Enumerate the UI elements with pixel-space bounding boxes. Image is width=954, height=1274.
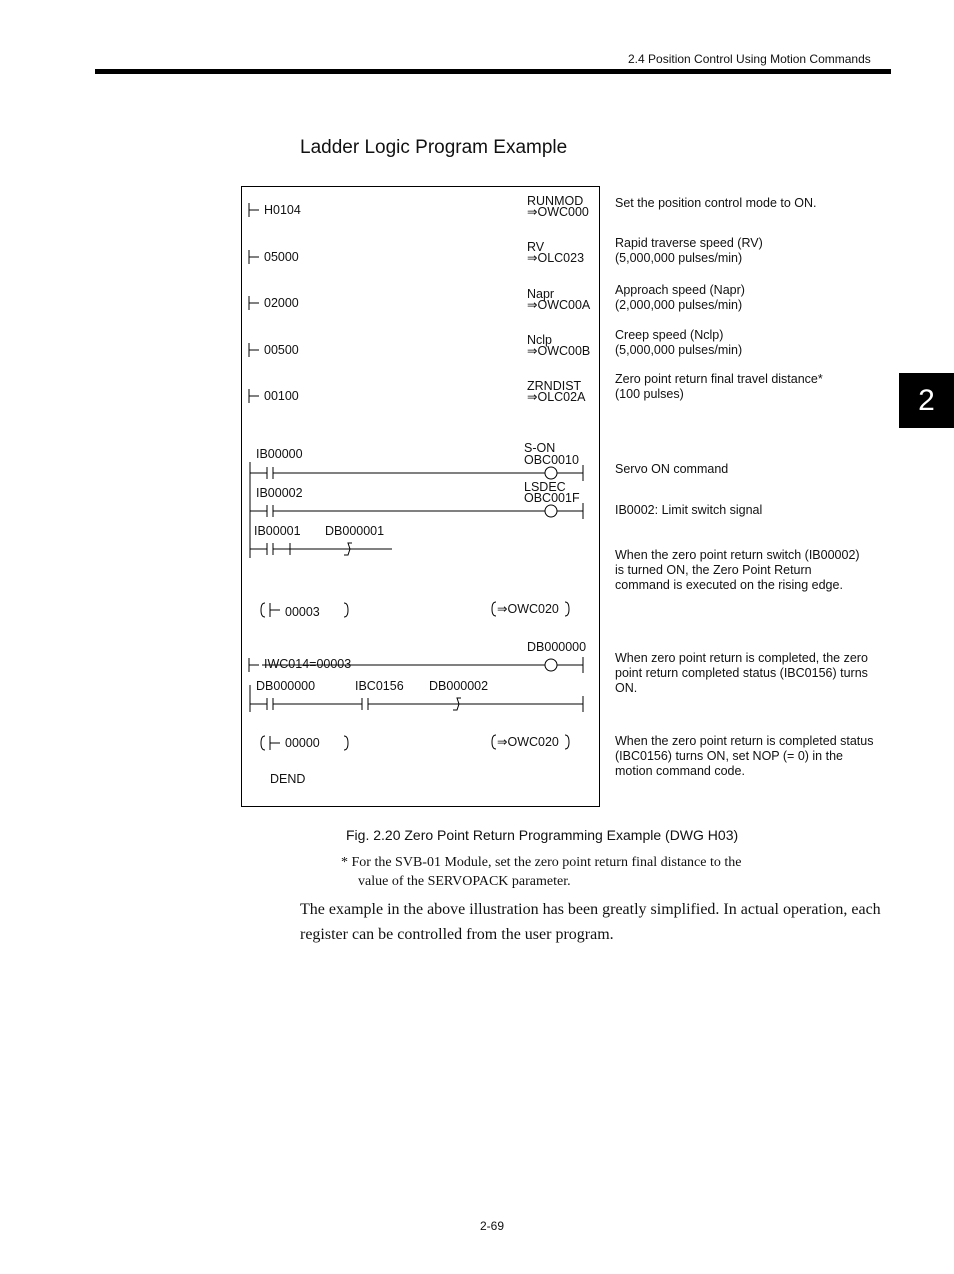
coil-reg-obc0010: OBC0010: [524, 453, 579, 467]
contact-ibc0156: IBC0156: [355, 679, 404, 693]
page-number: 2-69: [480, 1219, 505, 1233]
desc-rising-edge: When the zero point return switch (IB00002) is turned ON, the Zero Point Return command is executed on the rising edge.: [615, 548, 860, 592]
desc-set-nop: When the zero point return is completed status (IBC0156) turns ON, set NOP (= 0) in the motion command code.: [615, 734, 874, 778]
dest-reg-nclp: ⇒OWC00B: [527, 344, 591, 358]
store-value-00003: 00003: [285, 605, 320, 619]
contact-db000000: DB000000: [256, 679, 316, 693]
store-dest-owc020-b: ⇒OWC020: [497, 735, 559, 749]
end-instruction: DEND: [270, 772, 306, 786]
figure-caption: Fig. 2.20 Zero Point Return Programming Example (DWG H03): [346, 827, 739, 843]
store-value-rv: 05000: [264, 250, 299, 264]
dest-name-zrndist: ZRNDIST: [527, 379, 582, 393]
dest-reg-runmod: ⇒OWC000: [527, 205, 589, 219]
contact-ib00000: IB00000: [256, 447, 303, 461]
dest-name-nclp: Nclp: [527, 333, 553, 347]
coil-name-s-on: S-ON: [524, 441, 556, 455]
coil-db000000: DB000000: [527, 640, 587, 654]
body-paragraph: The example in the above illustration has been greatly simplified. In actual operation, each register can be controlled from the user program.: [300, 901, 881, 943]
store-value-runmod: H0104: [264, 203, 301, 217]
desc-zero-return-complete: When zero point return is completed, the zero point return completed status (IBC0156) turns ON.: [615, 651, 868, 695]
desc-rv: Rapid traverse speed (RV) (5,000,000 pulses/min): [615, 236, 763, 265]
dest-name-rv: RV: [527, 240, 545, 254]
page-title: Ladder Logic Program Example: [300, 137, 568, 158]
desc-runmod: Set the position control mode to ON.: [615, 196, 817, 210]
store-dest-owc020-a: ⇒OWC020: [497, 602, 559, 616]
dest-name-runmod: RUNMOD: [527, 194, 584, 208]
store-value-zrndist: 00100: [264, 389, 299, 403]
desc-limit-switch: IB0002: Limit switch signal: [615, 503, 763, 517]
dest-reg-rv: ⇒OLC023: [527, 251, 585, 265]
contact-ib00002: IB00002: [256, 486, 303, 500]
coil-name-lsdec: LSDEC: [524, 480, 566, 494]
footnote: * For the SVB-01 Module, set the zero point return final distance to the value of the SERVOPACK parameter.: [341, 855, 742, 889]
coil-reg-obc001f: OBC001F: [524, 491, 580, 505]
dest-reg-napr: ⇒OWC00A: [527, 298, 591, 312]
store-value-napr: 02000: [264, 296, 299, 310]
contact-ib00001: IB00001: [254, 524, 301, 538]
store-value-nclp: 00500: [264, 343, 299, 357]
chapter-tab: 2: [899, 373, 954, 428]
desc-nclp: Creep speed (Nclp) (5,000,000 pulses/min): [615, 328, 743, 357]
desc-napr: Approach speed (Napr) (2,000,000 pulses/min): [615, 283, 745, 312]
running-header: 2.4 Position Control Using Motion Commands: [628, 52, 871, 66]
dest-name-napr: Napr: [527, 287, 555, 301]
contact-db000001: DB000001: [325, 524, 385, 538]
dest-reg-zrndist: ⇒OLC02A: [527, 390, 586, 404]
desc-servo-on: Servo ON command: [615, 462, 729, 476]
store-value-00000: 00000: [285, 736, 320, 750]
compare-expression: IWC014=00003: [264, 657, 352, 671]
contact-db000002: DB000002: [429, 679, 489, 693]
desc-zrndist: Zero point return final travel distance* (100 pulses): [615, 372, 823, 401]
